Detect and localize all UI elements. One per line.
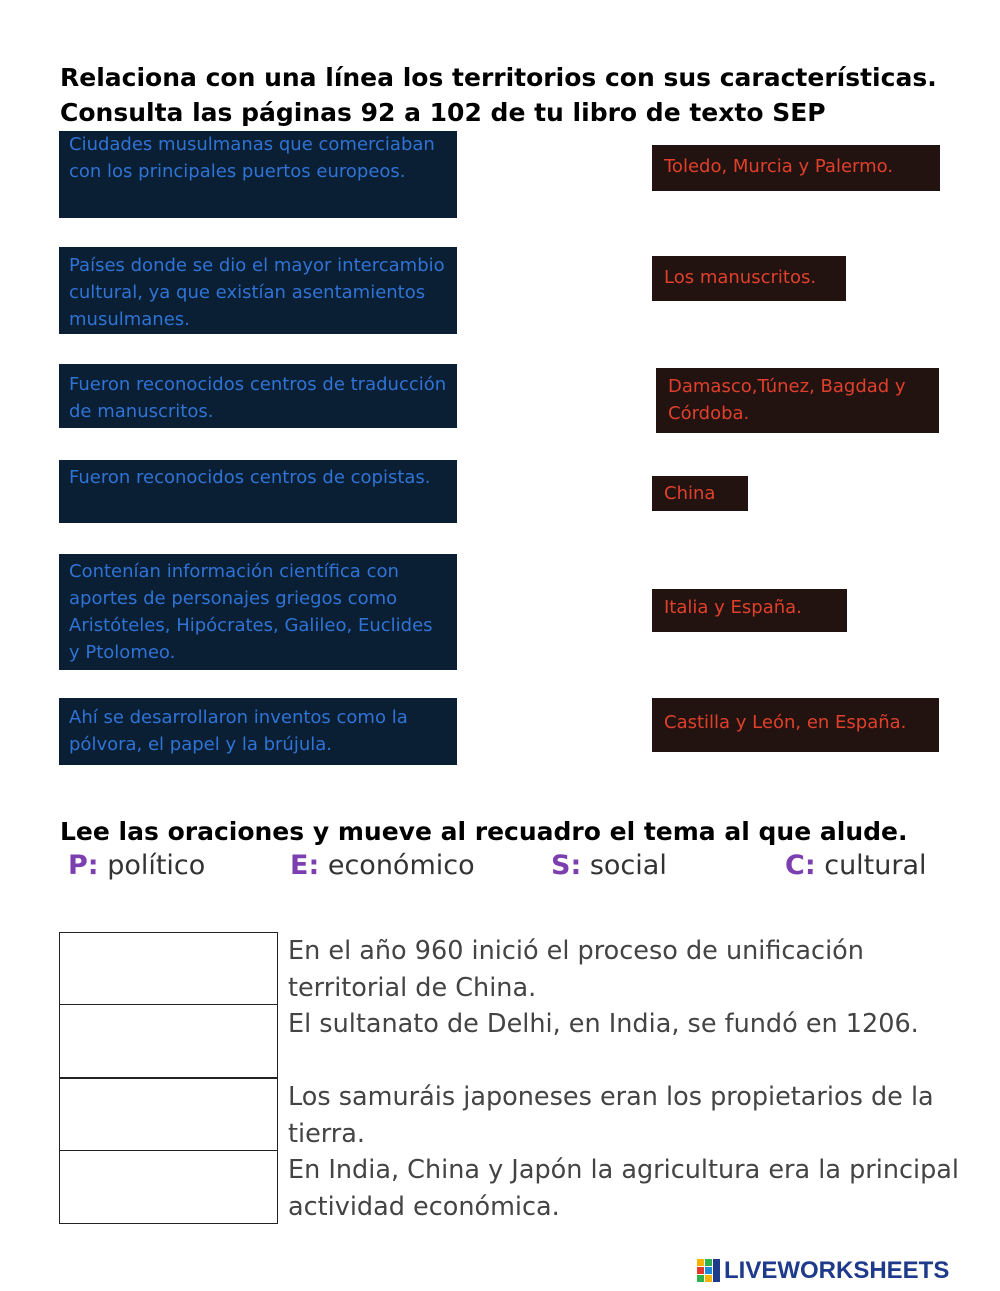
sentence-3: Los samuráis japoneses eran los propietarios de la tierra. [288, 1082, 934, 1149]
legend-code: S: [551, 850, 582, 881]
drop-box-2[interactable] [59, 1005, 278, 1078]
left-item-6[interactable] [59, 698, 457, 765]
drop-box-3[interactable] [59, 1078, 278, 1151]
legend-label: económico [327, 850, 475, 881]
left-item-5[interactable] [59, 554, 457, 670]
right-item-1[interactable] [652, 145, 940, 191]
sentence-1: En el año 960 inició el proceso de unificación territorial de China. [288, 936, 864, 1003]
right-item-text: China [664, 483, 716, 504]
left-item-text: Países donde se dio el mayor intercambio cultural, ya que existían asentamientos musulmanes. [69, 255, 445, 330]
right-item-text: Italia y España. [664, 597, 802, 618]
sentence-4: En India, China y Japón la agricultura era la principal actividad económica. [288, 1155, 959, 1222]
instructions-line-2: Consulta las páginas 92 a 102 de tu libro de texto SEP [60, 98, 826, 127]
legend-code: E: [290, 850, 320, 881]
right-item-text: Castilla y León, en España. [664, 712, 907, 733]
legend-label: cultural [824, 850, 927, 881]
sentence-2: El sultanato de Delhi, en India, se fundó en 1206. [288, 1009, 919, 1039]
liveworksheets-logo-icon [697, 1258, 721, 1284]
left-item-text: Ahí se desarrollaron inventos como la pólvora, el papel y la brújula. [69, 707, 408, 755]
left-item-text: Fueron reconocidos centros de traducción de manuscritos. [69, 374, 447, 422]
legend-cultural [785, 850, 927, 881]
right-item-4[interactable] [652, 476, 748, 511]
drop-box-4[interactable] [59, 1151, 278, 1224]
liveworksheets-logo[interactable] [697, 1256, 949, 1286]
right-item-text: Damasco,Túnez, Bagdad y Córdoba. [668, 376, 906, 424]
left-item-4[interactable] [59, 460, 457, 523]
right-item-5[interactable] [652, 589, 847, 632]
section-2-title: Lee las oraciones y mueve al recuadro el tema al que alude. [60, 817, 908, 846]
left-item-text: Ciudades musulmanas que comerciaban con los principales puertos europeos. [69, 134, 435, 182]
left-item-3[interactable] [59, 364, 457, 428]
legend-code: C: [785, 850, 816, 881]
liveworksheets-logo-text: LIVEWORKSHEETS [724, 1257, 950, 1284]
legend-economic [290, 850, 475, 881]
left-item-1[interactable] [59, 131, 457, 218]
legend-code: P: [68, 850, 99, 881]
left-item-2[interactable] [59, 247, 457, 334]
drop-box-1[interactable] [59, 932, 278, 1005]
left-item-text: Fueron reconocidos centros de copistas. [69, 467, 431, 488]
right-item-3[interactable] [656, 368, 939, 433]
legend-label: político [107, 850, 206, 881]
legend-political [68, 850, 205, 881]
left-item-text: Contenían información científica con aportes de personajes griegos como Aristóteles, Hipócrates, Galileo, Euclides y Ptolomeo. [69, 561, 433, 663]
right-item-2[interactable] [652, 256, 846, 301]
legend-label: social [589, 850, 667, 881]
right-item-text: Toledo, Murcia y Palermo. [664, 156, 894, 177]
right-item-6[interactable] [652, 698, 939, 752]
instructions [60, 60, 980, 130]
instructions-line-1: Relaciona con una línea los territorios con sus características. [60, 63, 937, 92]
right-item-text: Los manuscritos. [664, 267, 817, 288]
legend-social [551, 850, 667, 881]
